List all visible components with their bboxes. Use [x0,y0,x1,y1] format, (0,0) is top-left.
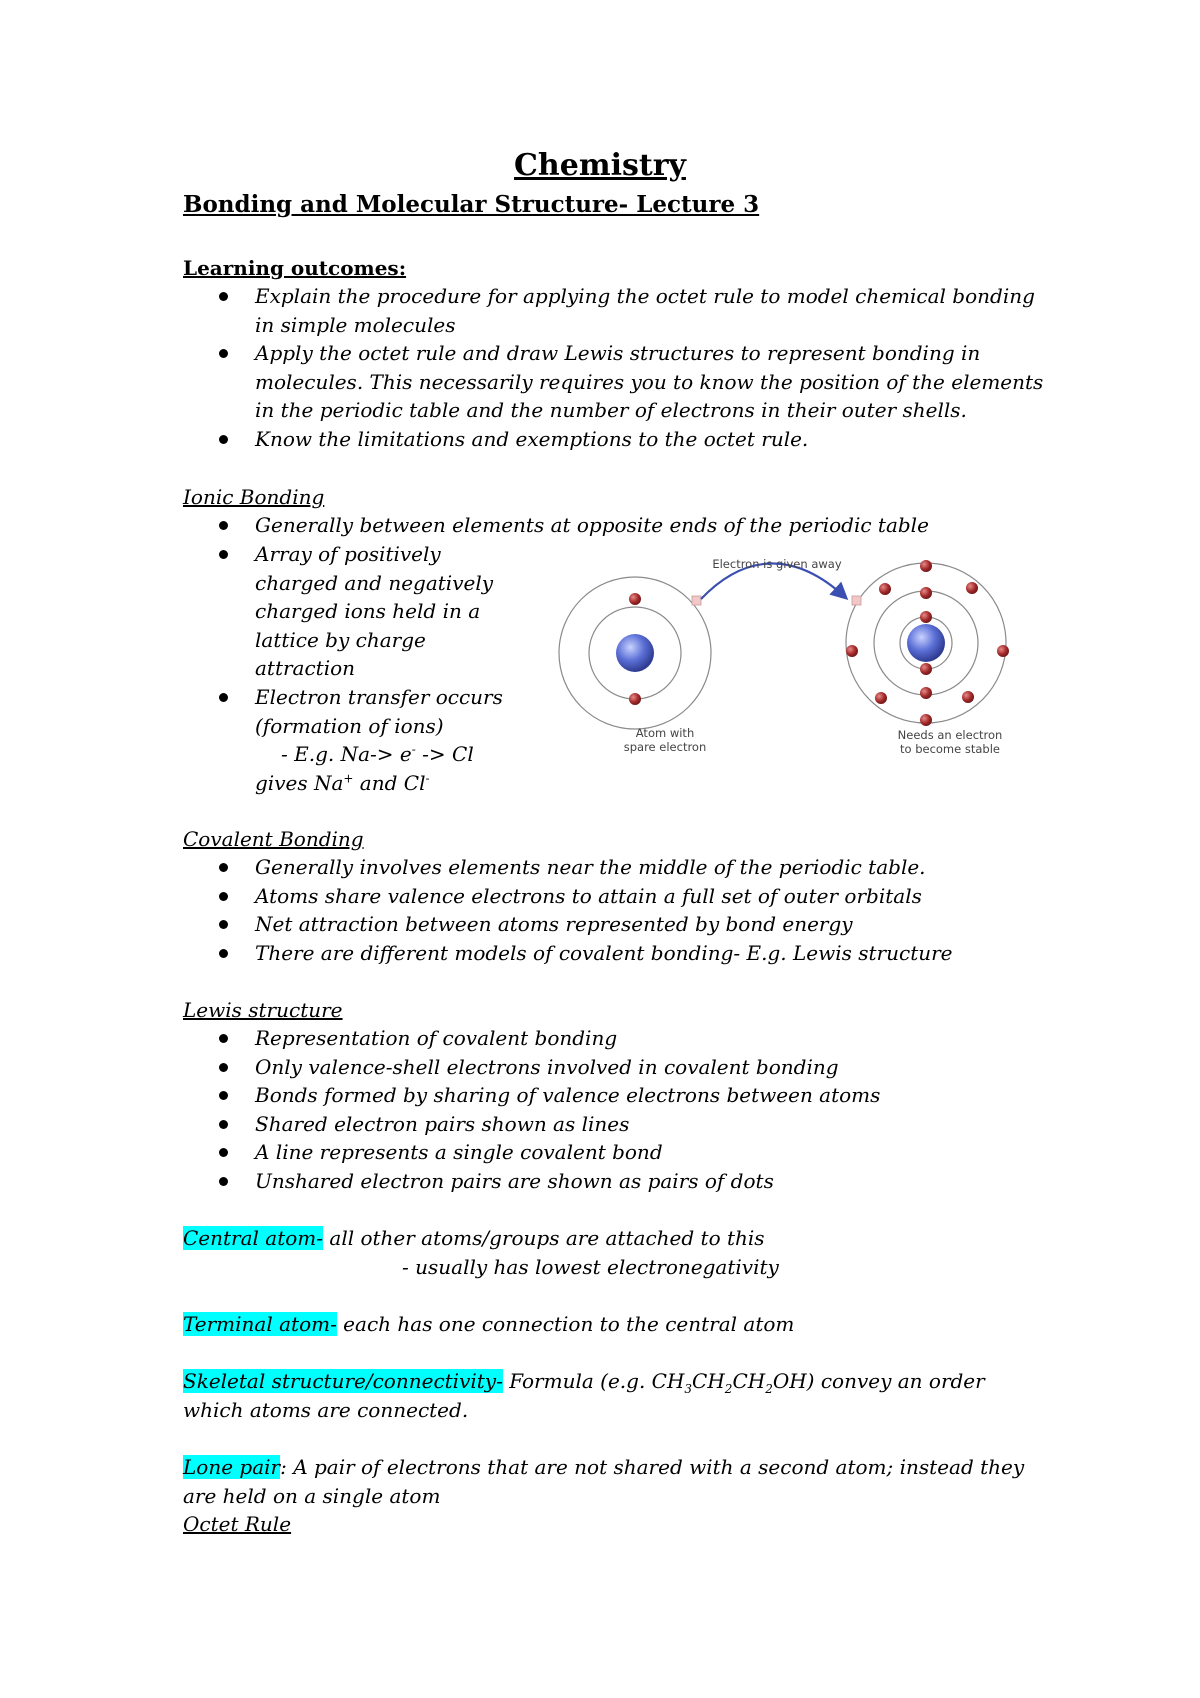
bullet-icon [219,349,228,358]
incoming-electron-marker [852,596,861,605]
electron-icon [629,593,641,605]
list-item: Shared electron pairs shown as lines [183,1110,1083,1139]
electron-icon [846,645,858,657]
right-atom-label-1: Needs an electron [897,728,1003,742]
bullet-icon [219,1177,228,1186]
electron-icon [920,714,932,726]
electron-icon [920,611,932,623]
ionic-gives-line: gives Na+ and Cl- [255,771,430,795]
skeletal-structure-line2: which atoms are connected. [183,1398,469,1422]
electron-icon [875,692,887,704]
list-item: Explain the procedure for applying the octet rule to model chemical bonding in simple molecules [183,282,1063,339]
lone-pair-definition: Lone pair: A pair of electrons that are not shared with a second atom; instead they [183,1455,1025,1479]
list-item: Apply the octet rule and draw Lewis structures to represent bonding in molecules. This necessarily requires you to know the position of the elements in the periodic table and the number of electrons in their outer shells. [183,339,1063,425]
lone-pair-line2: are held on a single atom [183,1484,441,1508]
list-item: Only valence-shell electrons involved in covalent bonding [183,1053,1083,1082]
list-item: Electron transfer occurs (formation of ions) [183,683,523,740]
list-item: Array of positively charged and negatively charged ions held in a lattice by charge attraction [183,540,523,683]
list-item: Unshared electron pairs are shown as pairs of dots [183,1167,1083,1196]
covalent-bonding-heading: Covalent Bonding [183,827,364,851]
ionic-bonding-heading: Ionic Bonding [183,485,325,509]
bullet-icon [219,292,228,301]
electron-icon [920,687,932,699]
left-atom [559,577,711,729]
bullet-icon [219,1091,228,1100]
list-item: Net attraction between atoms represented by bond energy [183,910,1083,939]
central-atom-term: Central atom- [183,1226,324,1250]
ionic-example-line: - E.g. Na-> e- -> Cl [281,742,474,766]
list-item: There are different models of covalent bonding- E.g. Lewis structure [183,939,1083,968]
bullet-icon [219,1063,228,1072]
right-atom-label-2: to become stable [900,742,1000,756]
electron-icon [920,560,932,572]
electron-transfer-figure [555,553,1010,765]
bullet-icon [219,521,228,530]
bullet-icon [219,949,228,958]
spare-electron-marker [692,596,701,605]
skeletal-structure-definition: Skeletal structure/connectivity- Formula (e.g. $CH_3CH_2CH_2OH$) convey an order [183,1369,985,1396]
bullet-icon [219,1120,228,1129]
electron-icon [920,663,932,675]
right-atom [846,560,1009,726]
covalent-bonding-list [183,853,1083,967]
ionic-bonding-list [183,540,523,740]
electron-icon [997,645,1009,657]
electron-icon [920,587,932,599]
terminal-atom-definition: Terminal atom- each has one connection to the central atom [183,1312,795,1336]
arrow-label: Electron is given away [712,557,842,571]
bullet-icon [219,435,228,444]
bullet-icon [219,1034,228,1043]
bullet-icon [219,693,228,702]
lewis-structure-list [183,1024,1083,1196]
ionic-bonding-list-top [183,511,1083,540]
nucleus-icon [616,634,654,672]
bullet-icon [219,892,228,901]
bullet-icon [219,550,228,559]
electron-icon [629,693,641,705]
octet-rule-heading: Octet Rule [183,1512,292,1536]
learning-outcomes-list [183,282,1063,454]
learning-outcomes-heading: Learning outcomes: [183,256,407,280]
list-item: Generally between elements at opposite ends of the periodic table [183,511,1083,540]
list-item: Atoms share valence electrons to attain a full set of outer orbitals [183,882,1083,911]
electron-icon [879,583,891,595]
electron-icon [962,691,974,703]
list-item: A line represents a single covalent bond [183,1138,1083,1167]
left-atom-label-1: Atom with [635,726,695,740]
lone-pair-term: Lone pair [183,1455,281,1479]
terminal-atom-term: Terminal atom- [183,1312,337,1336]
lecture-subtitle: Bonding and Molecular Structure- Lecture 3 [183,191,760,218]
electron-icon [966,582,978,594]
skeletal-structure-term: Skeletal structure/connectivity- [183,1369,503,1393]
bullet-icon [219,863,228,872]
list-item: Know the limitations and exemptions to the octet rule. [183,425,1063,454]
left-atom-label-2: spare electron [623,740,707,754]
list-item: Generally involves elements near the middle of the periodic table. [183,853,1083,882]
lewis-structure-heading: Lewis structure [183,998,343,1022]
list-item: Representation of covalent bonding [183,1024,1083,1053]
bullet-icon [219,1148,228,1157]
central-atom-note: - usually has lowest electronegativity [402,1255,779,1279]
list-item: Bonds formed by sharing of valence electrons between atoms [183,1081,1083,1110]
bullet-icon [219,920,228,929]
nucleus-icon [907,624,945,662]
page-title: Chemistry [514,148,686,183]
central-atom-definition: Central atom- all other atoms/groups are attached to this [183,1226,765,1250]
